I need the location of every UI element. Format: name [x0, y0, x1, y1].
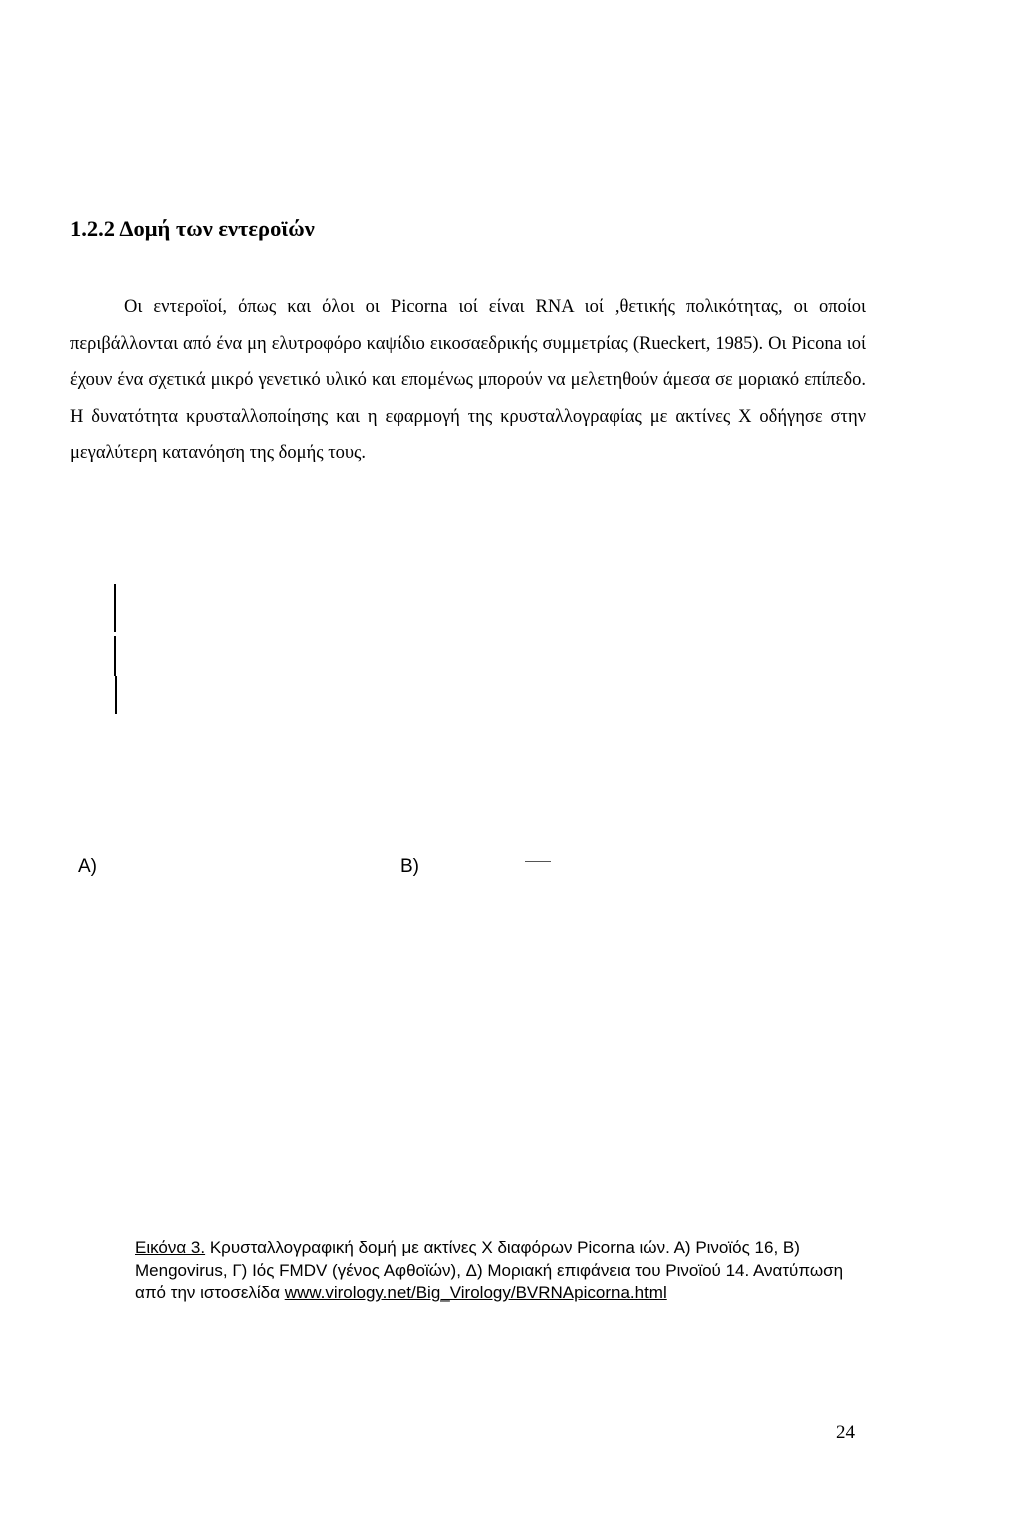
caption-text: Κρυσταλλογραφική δομή με ακτίνες Χ διαφόρων Picorna ιών. Α) Ρινοϊός 16, Β) Mengovirus, Γ) Ιός FMDV (γένος Αφθοϊών), Δ) Μοριακή επιφάνεια του Ρινοϊού 14. Ανατύπωση από την ιστοσελίδα	[135, 1238, 844, 1302]
page-number: 24	[836, 1422, 855, 1443]
body-paragraph: Οι εντεροϊοί, όπως και όλοι οι Picorna ιοί είναι RNA ιοί ,θετικής πολικότητας, οι οποίοι περιβάλλονται από ένα μη ελυτροφόρο καψίδιο εικοσαεδρικής συμμετρίας (Rueckert, 1985). Οι Picona ιοί έχουν ένα σχετικά μικρό γενετικό υλικό και επομένως μπορούν να μελετηθούν άμεσα σε μοριακό επίπεδο. Η δυνατότητα κρυσταλλοποίησης και η εφαρμογή της κρυσταλλογραφίας με ακτίνες Χ οδήγησε στην μεγαλύτερη κατανόηση της δομής τους.	[70, 297, 866, 464]
caption-link[interactable]: www.virology.net/Big_Virology/BVRNApicorna.html	[284, 1283, 667, 1302]
figure-area	[65, 836, 765, 1216]
figure-caption	[135, 1237, 865, 1305]
figure-label-b: B)	[400, 856, 419, 877]
stray-dash	[525, 861, 551, 862]
section-heading: 1.2.2 Δομή των εντεροϊών	[70, 216, 315, 241]
figure-label-a: A)	[78, 856, 97, 877]
caption-number: Εικόνα 3.	[135, 1238, 206, 1257]
